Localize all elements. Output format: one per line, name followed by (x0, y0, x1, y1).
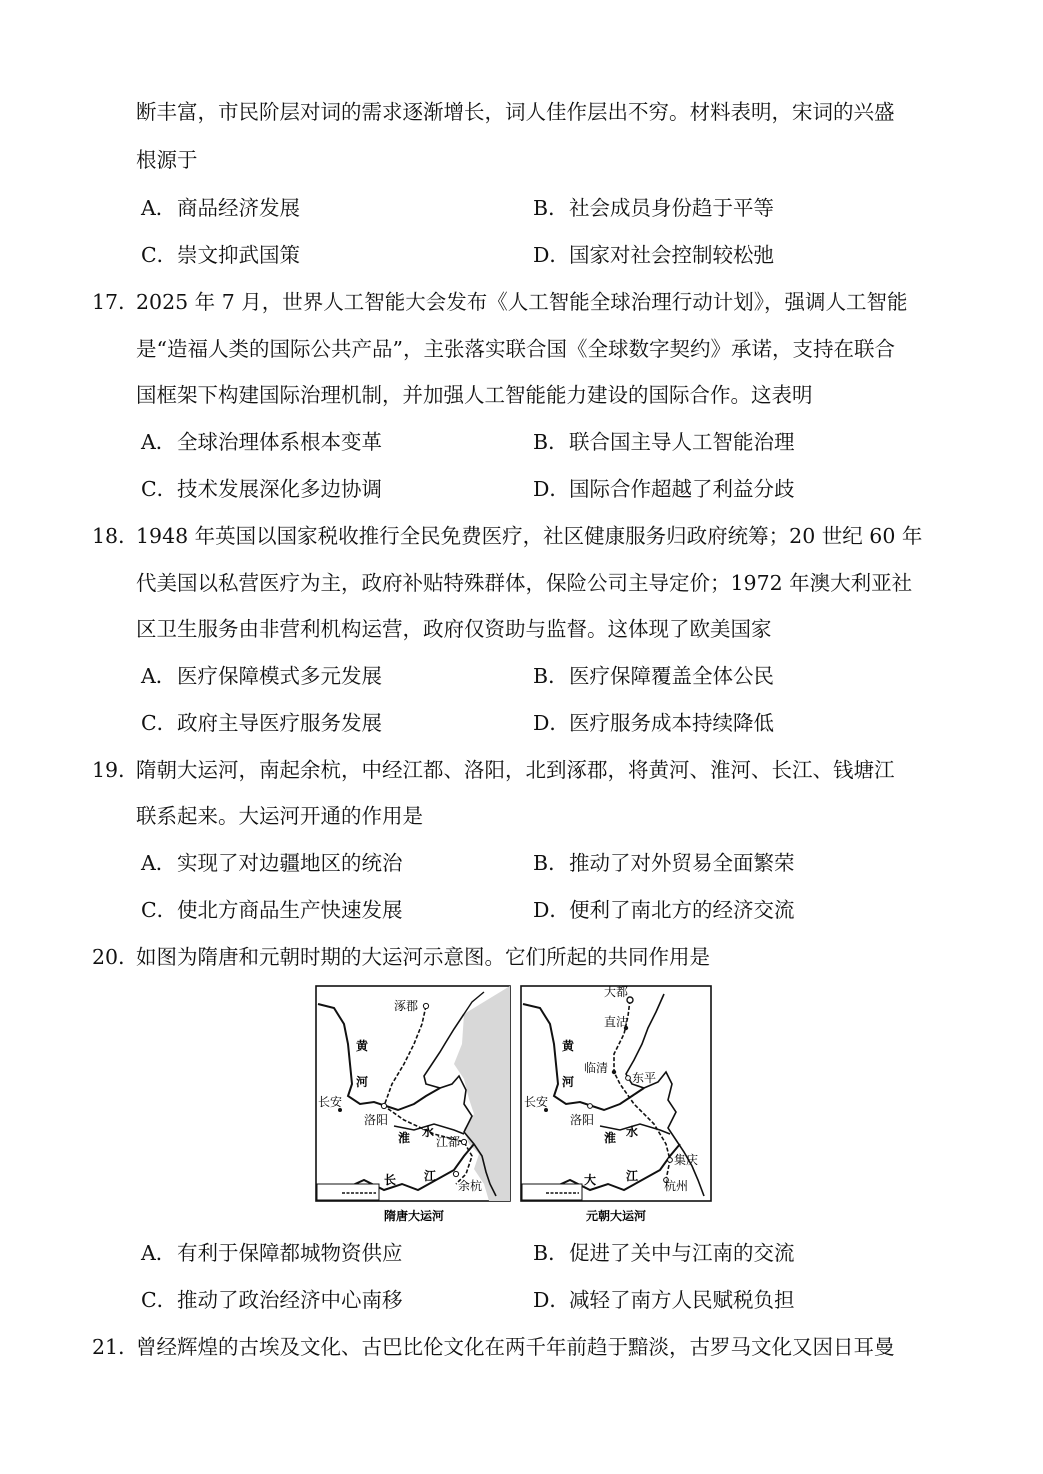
q19-option-d[interactable] (533, 895, 795, 925)
option-text: 医疗保障模式多元发展 (177, 664, 382, 688)
option-text: 医疗保障覆盖全体公民 (569, 664, 774, 688)
q16-option-d[interactable] (533, 240, 774, 270)
option-letter: B． (533, 851, 569, 875)
q21-number: 21． (92, 1335, 139, 1359)
label-luoyang: 洛阳 (570, 1113, 595, 1127)
q19-line-1: 隋朝大运河，南起余杭，中经江都、洛阳，北到涿郡，将黄河、淮河、长江、钱塘江 (136, 758, 895, 782)
label-yuhang: 余杭 (458, 1179, 483, 1193)
label-huang: 黄 (356, 1039, 369, 1053)
option-text: 国家对社会控制较松弛 (569, 243, 774, 267)
option-letter: D． (533, 1288, 570, 1312)
label-zhigu: 直沽 (604, 1015, 629, 1029)
option-text: 崇文抑武国策 (177, 243, 300, 267)
option-text: 便利了南北方的经济交流 (569, 898, 795, 922)
city-marker (588, 1104, 593, 1109)
q18-option-a[interactable] (141, 661, 382, 691)
q20-option-d[interactable] (533, 1285, 795, 1315)
label-huai: 淮 (398, 1131, 411, 1145)
option-text: 有利于保障都城物资供应 (177, 1241, 403, 1265)
q16-option-c[interactable] (141, 240, 300, 270)
option-text: 商品经济发展 (177, 196, 300, 220)
option-letter: C． (141, 1288, 178, 1312)
label-linqing: 临清 (584, 1061, 609, 1075)
q16-option-a[interactable] (141, 193, 300, 223)
q16-line-2: 根源于 (136, 148, 198, 172)
label-dongping: 东平 (632, 1071, 657, 1085)
label-shui: 水 (422, 1125, 435, 1139)
q18-option-d[interactable] (533, 708, 774, 738)
q19-option-c[interactable] (141, 895, 403, 925)
q16-option-b[interactable] (533, 193, 774, 223)
label-changan: 长安 (318, 1095, 343, 1109)
city-marker (612, 1070, 616, 1074)
city-marker (626, 1076, 631, 1081)
city-marker (461, 1139, 466, 1144)
option-text: 联合国主导人工智能治理 (569, 430, 795, 454)
option-letter: C． (141, 898, 178, 922)
label-chang: 长 (384, 1173, 397, 1187)
option-letter: D． (533, 898, 570, 922)
option-text: 推动了对外贸易全面繁荣 (569, 851, 795, 875)
q18-line-2: 代美国以私营医疗为主，政府补贴特殊群体，保险公司主导定价；1972 年澳大利亚社 (136, 571, 913, 595)
label-jiangdu: 江都 (436, 1135, 461, 1149)
option-letter: C． (141, 711, 178, 735)
q18-option-c[interactable] (141, 708, 382, 738)
option-text: 政府主导医疗服务发展 (177, 711, 382, 735)
q20-option-b[interactable] (533, 1238, 795, 1268)
label-shui: 水 (626, 1125, 639, 1139)
city-marker (453, 1171, 458, 1176)
q17-option-c[interactable] (141, 474, 382, 504)
label-he: 河 (562, 1075, 575, 1089)
q17-line-2: 是“造福人类的国际公共产品”，主张落实联合国《全球数字契约》承诺，支持在联合 (136, 337, 895, 361)
option-letter: C． (141, 477, 178, 501)
q18-line-3: 区卫生服务由非营利机构运营，政府仅资助与监督。这体现了欧美国家 (136, 617, 772, 641)
label-changan: 长安 (524, 1095, 549, 1109)
option-letter: A． (141, 430, 177, 454)
label-zhuojun: 涿郡 (394, 999, 419, 1013)
q20-line-1: 如图为隋唐和元朝时期的大运河示意图。它们所起的共同作用是 (136, 945, 710, 969)
legend-box (317, 1184, 379, 1200)
label-luoyang: 洛阳 (364, 1113, 389, 1127)
q17-line-3: 国框架下构建国际治理机制，并加强人工智能能力建设的国际合作。这表明 (136, 383, 813, 407)
option-letter: D． (533, 243, 570, 267)
label-jiang: 江 (626, 1169, 639, 1183)
q17-option-b[interactable] (533, 427, 795, 457)
city-marker (381, 1103, 386, 1108)
option-text: 技术发展深化多边协调 (177, 477, 382, 501)
label-jiqing: 集庆 (674, 1153, 699, 1167)
option-letter: A． (141, 664, 177, 688)
label-da: 大 (584, 1173, 597, 1187)
city-marker (423, 1003, 428, 1008)
label-huang: 黄 (562, 1039, 575, 1053)
label-hangzhou: 杭州 (664, 1179, 689, 1193)
q19-line-2: 联系起来。大运河开通的作用是 (136, 804, 423, 828)
q17-line-1: 2025 年 7 月，世界人工智能大会发布《人工智能全球治理行动计划》，强调人工智能 (136, 290, 908, 314)
q17-number: 17． (92, 290, 139, 314)
legend-box (522, 1184, 582, 1200)
option-text: 国际合作超越了利益分歧 (569, 477, 795, 501)
q20-number: 20． (92, 945, 139, 969)
option-text: 社会成员身份趋于平等 (569, 196, 774, 220)
q19-option-a[interactable] (141, 848, 403, 878)
q20-option-a[interactable] (141, 1238, 403, 1268)
label-dadu: 大都 (604, 985, 629, 999)
q17-option-a[interactable] (141, 427, 382, 457)
label-huai: 淮 (604, 1131, 617, 1145)
option-letter: B． (533, 196, 569, 220)
map-yuan (521, 984, 711, 1223)
map-caption-sui-tang: 隋唐大运河 (384, 1209, 445, 1223)
option-letter: A． (141, 196, 177, 220)
option-text: 减轻了南方人民赋税负担 (569, 1288, 795, 1312)
map-caption-yuan: 元朝大运河 (586, 1209, 647, 1223)
city-marker (668, 1158, 673, 1163)
grand-canal-maps-figure (314, 984, 714, 1232)
option-letter: A． (141, 851, 177, 875)
map-sui-tang (316, 986, 510, 1223)
q21-line-1: 曾经辉煌的古埃及文化、古巴比伦文化在两千年前趋于黯淡，古罗马文化又因日耳曼 (136, 1335, 895, 1359)
q20-option-c[interactable] (141, 1285, 403, 1315)
option-letter: D． (533, 477, 570, 501)
q17-option-d[interactable] (533, 474, 795, 504)
option-text: 使北方商品生产快速发展 (177, 898, 403, 922)
q19-option-b[interactable] (533, 848, 795, 878)
q18-line-1: 1948 年英国以国家税收推行全民免费医疗，社区健康服务归政府统筹；20 世纪 60 年 (136, 524, 923, 548)
q18-number: 18． (92, 524, 139, 548)
q16-line-1: 断丰富，市民阶层对词的需求逐渐增长，词人佳作层出不穷。材料表明，宋词的兴盛 (136, 100, 895, 124)
option-letter: B． (533, 664, 569, 688)
option-text: 全球治理体系根本变革 (177, 430, 382, 454)
q18-option-b[interactable] (533, 661, 774, 691)
option-letter: B． (533, 1241, 569, 1265)
label-jiang: 江 (424, 1169, 437, 1183)
option-text: 推动了政治经济中心南移 (177, 1288, 403, 1312)
option-letter: D． (533, 711, 570, 735)
option-letter: A． (141, 1241, 177, 1265)
option-text: 医疗服务成本持续降低 (569, 711, 774, 735)
q19-number: 19． (92, 758, 139, 782)
label-he: 河 (356, 1075, 369, 1089)
option-letter: B． (533, 430, 569, 454)
option-text: 促进了关中与江南的交流 (569, 1241, 795, 1265)
option-text: 实现了对边疆地区的统治 (177, 851, 403, 875)
option-letter: C． (141, 243, 178, 267)
